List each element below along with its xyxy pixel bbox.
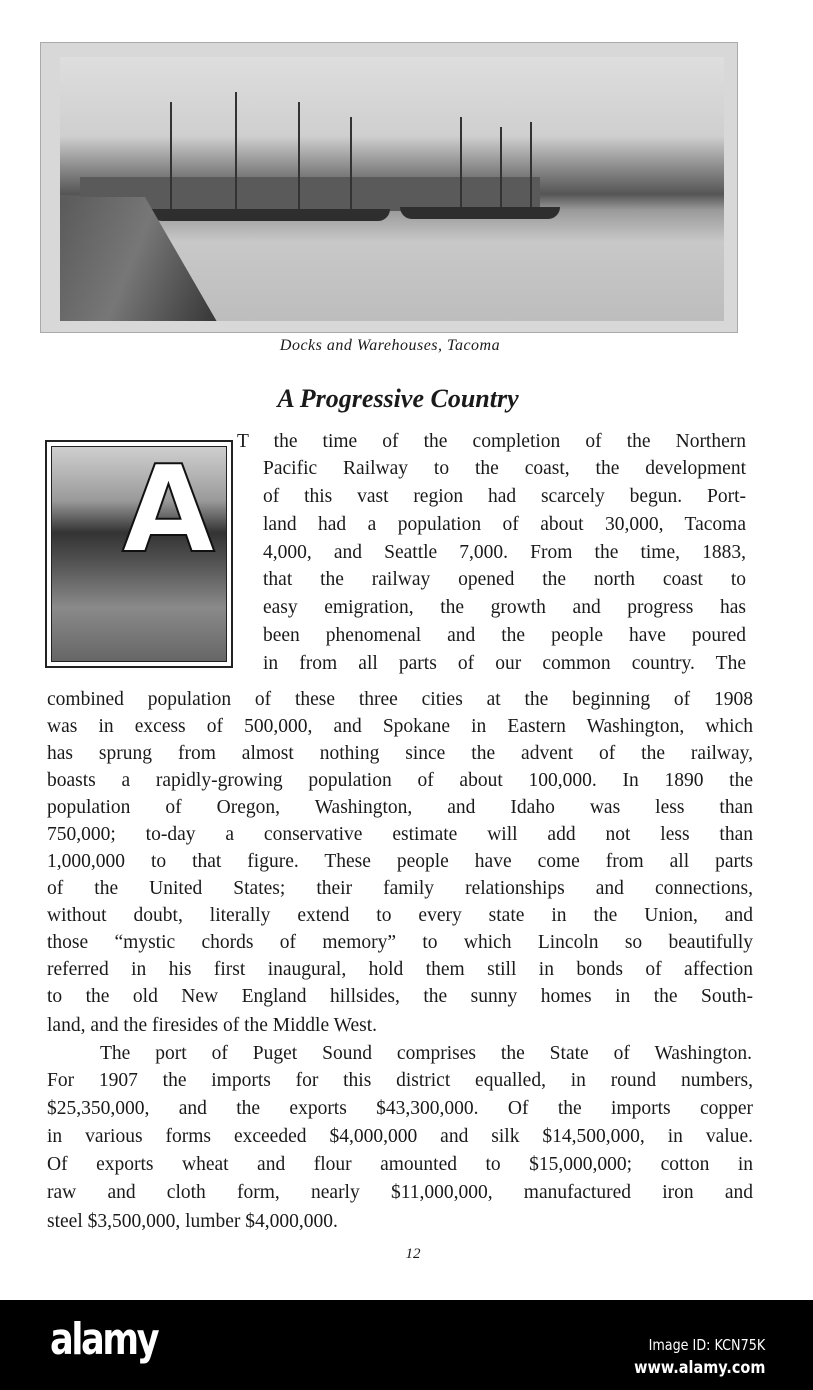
drop-cap-illustration bbox=[45, 440, 233, 668]
photo-frame bbox=[40, 42, 738, 333]
text-line: 4,000, and Seattle 7,000. From the time, 1883, bbox=[263, 542, 746, 563]
text-line: 1,000,000 to that figure. These people have come from all parts bbox=[47, 851, 753, 872]
alamy-logo: alamy bbox=[50, 1314, 158, 1365]
text-line: of this vast region had scarcely begun. Port- bbox=[263, 486, 746, 507]
photo-caption: Docks and Warehouses, Tacoma bbox=[279, 337, 501, 354]
ship-mast bbox=[500, 127, 502, 217]
text-line: been phenomenal and the people have poured bbox=[263, 625, 746, 646]
page-number: 12 bbox=[405, 1246, 421, 1262]
ship-mast bbox=[170, 102, 172, 212]
text-line: those “mystic chords of memory” to which Lincoln so beautifully bbox=[47, 932, 753, 953]
text-line: boasts a rapidly-growing population of about 100,000. In 1890 the bbox=[47, 770, 753, 791]
ship-mast bbox=[460, 117, 462, 217]
text-line: 750,000; to-day a conservative estimate will add not less than bbox=[47, 824, 753, 845]
ship-hull bbox=[150, 209, 390, 221]
text-line: referred in his first inaugural, hold them still in bonds of affection bbox=[47, 959, 753, 980]
text-line: in various forms exceeded $4,000,000 and silk $14,500,000, in value. bbox=[47, 1126, 753, 1147]
text-line: in from all parts of our common country. The bbox=[263, 653, 746, 674]
text-line: combined population of these three cities at the beginning of 1908 bbox=[47, 689, 753, 710]
text-line: For 1907 the imports for this district equalled, in round numbers, bbox=[47, 1070, 753, 1091]
text-line: $25,350,000, and the exports $43,300,000. Of the imports copper bbox=[47, 1098, 753, 1119]
text-line: to the old New England hillsides, the sunny homes in the South- bbox=[47, 986, 753, 1007]
drop-cap-letter: A bbox=[122, 441, 215, 580]
ship-mast bbox=[530, 122, 532, 217]
ship-mast bbox=[298, 102, 300, 212]
text-line: Pacific Railway to the coast, the development bbox=[263, 458, 746, 479]
text-line: of the United States; their family relationships and connections, bbox=[47, 878, 753, 899]
text-line: that the railway opened the north coast to bbox=[263, 569, 746, 590]
text-line: T the time of the completion of the Northern bbox=[237, 431, 746, 452]
text-line: steel $3,500,000, lumber $4,000,000. bbox=[47, 1211, 338, 1232]
railway-illustration bbox=[51, 441, 227, 662]
ship-hull bbox=[400, 207, 560, 219]
text-line: easy emigration, the growth and progress has bbox=[263, 597, 746, 618]
text-line: land had a population of about 30,000, Tacoma bbox=[263, 514, 746, 535]
page-title: A Progressive Country bbox=[277, 384, 519, 413]
ship-mast bbox=[235, 92, 237, 212]
site-url: www.alamy.com bbox=[633, 1358, 765, 1378]
image-id: Image ID: KCN75K bbox=[648, 1336, 765, 1354]
text-line: has sprung from almost nothing since the advent of the railway, bbox=[47, 743, 753, 764]
text-line: was in excess of 500,000, and Spokane in Eastern Washington, which bbox=[47, 716, 753, 737]
text-line: land, and the firesides of the Middle West. bbox=[47, 1015, 378, 1036]
watermark-bar bbox=[0, 1300, 813, 1390]
text-line: raw and cloth form, nearly $11,000,000, manufactured iron and bbox=[47, 1182, 753, 1203]
text-line: Of exports wheat and flour amounted to $15,000,000; cotton in bbox=[47, 1154, 753, 1175]
docks-photo bbox=[60, 57, 724, 321]
text-line: without doubt, literally extend to every state in the Union, and bbox=[47, 905, 753, 926]
ship-mast bbox=[350, 117, 352, 212]
text-line: population of Oregon, Washington, and Idaho was less than bbox=[47, 797, 753, 818]
text-line: The port of Puget Sound comprises the State of Washington. bbox=[100, 1043, 752, 1064]
